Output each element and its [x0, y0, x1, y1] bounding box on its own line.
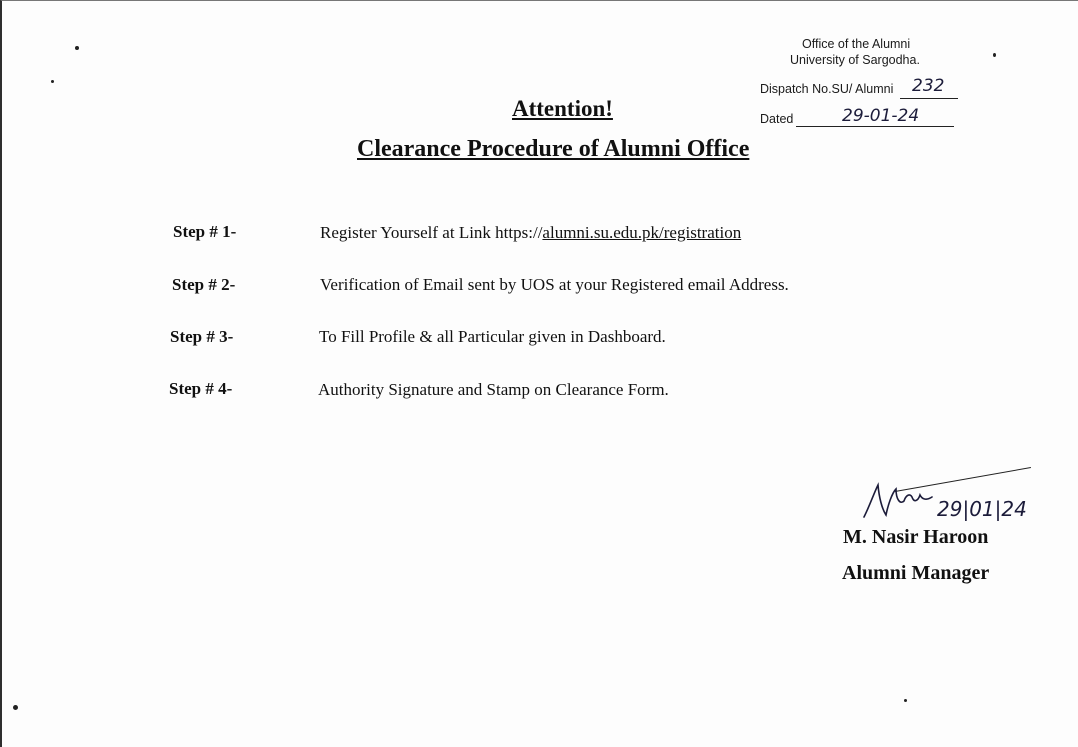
step-3-text: To Fill Profile & all Particular given in Dashboard.	[319, 327, 666, 346]
step-4-label: Step # 4-	[169, 379, 233, 398]
handwritten-signature-icon	[860, 479, 940, 523]
scan-speck	[75, 46, 79, 50]
step-3-label: Step # 3-	[170, 327, 234, 346]
scan-speck	[993, 53, 996, 57]
step-1-label: Step # 1-	[173, 222, 237, 241]
step-4-text: Authority Signature and Stamp on Clearance Form.	[318, 380, 669, 399]
scan-speck	[904, 699, 907, 702]
step-2-text: Verification of Email sent by UOS at your Registered email Address.	[320, 275, 789, 294]
document-title: Clearance Procedure of Alumni Office	[357, 136, 750, 162]
dated-underline	[796, 126, 954, 127]
signature-date-handwritten: 29|01|24	[937, 497, 1027, 521]
signatory-designation: Alumni Manager	[842, 562, 990, 584]
dispatch-number-handwritten: 232	[912, 76, 945, 96]
stamp-dated-label: Dated	[760, 112, 794, 126]
step-1-text	[320, 223, 741, 243]
stamp-university-name: University of Sargodha.	[790, 53, 920, 67]
signatory-name: M. Nasir Haroon	[843, 526, 989, 548]
step-2-label: Step # 2-	[172, 275, 236, 294]
step-1-text-prefix: Register Yourself at Link https://	[320, 223, 543, 242]
scan-speck	[51, 80, 54, 83]
registration-link[interactable]: alumni.su.edu.pk/registration	[542, 223, 742, 242]
attention-heading: Attention!	[512, 96, 613, 121]
stamp-office-name: Office of the Alumni	[802, 37, 911, 51]
dated-value-handwritten: 29-01-24	[842, 106, 920, 126]
stamp-dispatch-label: Dispatch No.SU/ Alumni	[760, 82, 894, 96]
scan-speck	[13, 705, 18, 710]
dispatch-underline	[900, 98, 958, 99]
